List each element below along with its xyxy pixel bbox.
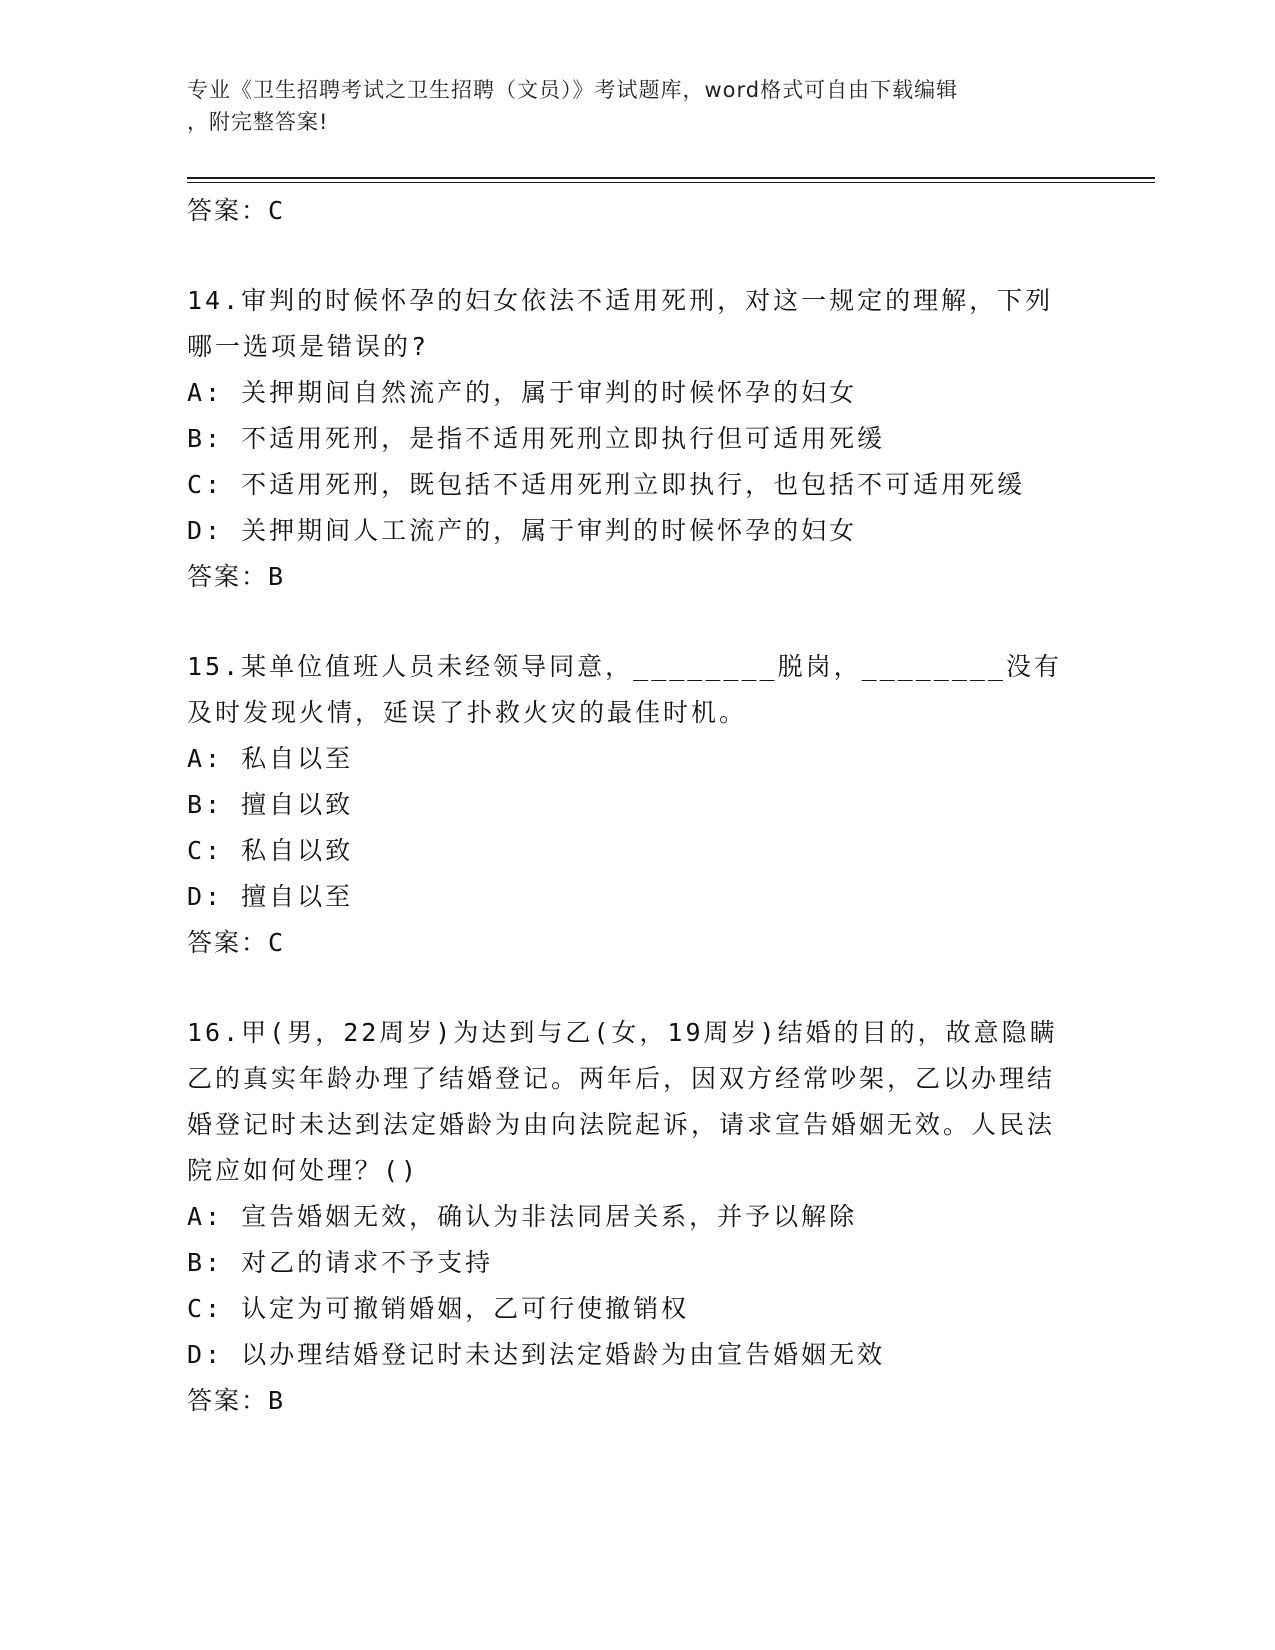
question-text: 14.审判的时候怀孕的妇女依法不适用死刑，对这一规定的理解，下列哪一选项是错误的?	[187, 286, 1054, 361]
question-text: 16.甲(男，22周岁)为达到与乙(女，19周岁)结婚的目的，故意隐瞒乙的真实年龄办理了结婚登记。两年后，因双方经常吵架，乙以办理结婚登记时未达到法定婚龄为由向法院起诉，请求宣告婚姻无效。人民法院应如何处理？()	[187, 1018, 1058, 1185]
option-a: A: 关押期间自然流产的，属于审判的时候怀孕的妇女	[187, 378, 858, 407]
previous-answer	[187, 188, 1087, 234]
header-divider-thick	[187, 177, 1155, 179]
answer	[187, 920, 1087, 966]
question-list	[187, 188, 1087, 1424]
header-line-1: 专业《卫生招聘考试之卫生招聘（文员）》考试题库，word格式可自由下载编辑	[187, 78, 959, 102]
option-b: B: 对乙的请求不予支持	[187, 1248, 494, 1277]
answer-label: 答案：	[187, 562, 269, 591]
option-d: D: 擅自以至	[187, 882, 354, 911]
question-15	[187, 644, 1087, 966]
document-header	[187, 74, 1067, 138]
question-16	[187, 1010, 1087, 1424]
answer-value: C	[268, 928, 285, 957]
answer-value: B	[268, 1386, 285, 1415]
answer-label: 答案：	[187, 928, 269, 957]
option-c: C: 认定为可撤销婚姻，乙可行使撤销权	[187, 1294, 690, 1323]
answer	[187, 554, 1087, 600]
question-text: 15.某单位值班人员未经领导同意，________脱岗，________没有及时发现火情，延误了扑救火灾的最佳时机。	[187, 652, 1062, 727]
header-line-2: ，附完整答案!	[187, 110, 329, 134]
answer-label: 答案：	[187, 196, 269, 225]
option-c: C: 不适用死刑，既包括不适用死刑立即执行，也包括不可适用死缓	[187, 470, 1026, 499]
option-c: C: 私自以致	[187, 836, 354, 865]
header-divider-thin	[187, 182, 1155, 183]
option-d: D: 以办理结婚登记时未达到法定婚龄为由宣告婚姻无效	[187, 1340, 886, 1369]
answer-label: 答案：	[187, 1386, 269, 1415]
answer-value: B	[268, 562, 285, 591]
answer	[187, 1378, 1087, 1424]
option-d: D: 关押期间人工流产的，属于审判的时候怀孕的妇女	[187, 516, 858, 545]
answer-value: C	[268, 196, 285, 225]
option-a: A: 宣告婚姻无效，确认为非法同居关系，并予以解除	[187, 1202, 858, 1231]
option-a: A: 私自以至	[187, 744, 354, 773]
question-14	[187, 278, 1087, 600]
option-b: B: 不适用死刑，是指不适用死刑立即执行但可适用死缓	[187, 424, 886, 453]
option-b: B: 擅自以致	[187, 790, 354, 819]
